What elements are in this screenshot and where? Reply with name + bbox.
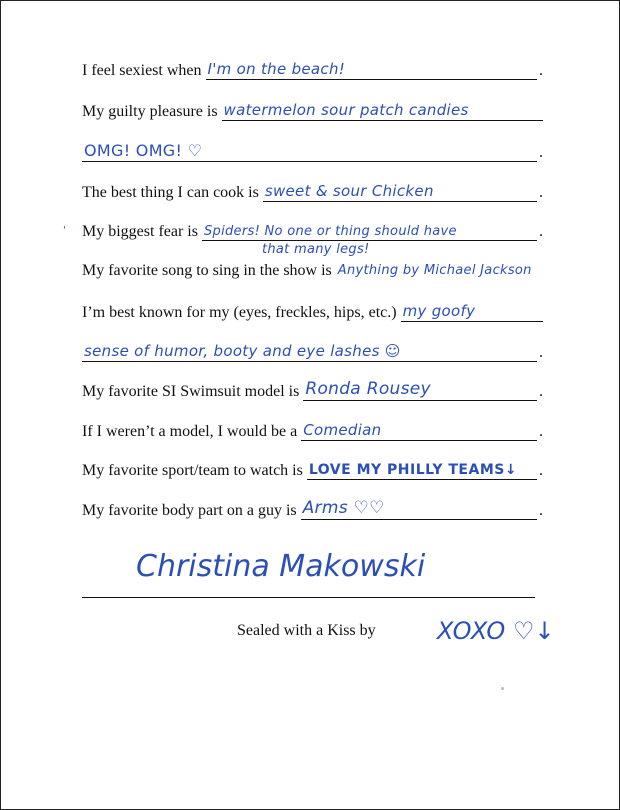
signature-line: [82, 597, 535, 598]
handwritten-answer: Spiders! No one or thing should have: [203, 224, 457, 239]
answer-line: [263, 183, 537, 202]
period: .: [539, 344, 543, 361]
question-favorite-song: [82, 261, 591, 280]
question-best-cook: [82, 183, 543, 202]
question-guilty-pleasure-continued: [82, 143, 543, 162]
handwritten-answer: watermelon sour patch candies: [223, 101, 469, 119]
question-guilty-pleasure: [82, 102, 543, 121]
question-label: My favorite SI Swimsuit model is: [82, 383, 300, 400]
question-label: My favorite body part on a guy is: [82, 502, 297, 519]
question-favorite-team: [82, 461, 543, 480]
period: .: [539, 423, 543, 440]
period: .: [539, 223, 543, 240]
period: .: [539, 383, 543, 400]
answer-line: [202, 222, 537, 257]
question-label: My guilty pleasure is: [82, 103, 218, 120]
handwritten-answer: sweet & sour Chicken: [264, 182, 434, 200]
question-best-known-for-continued: [82, 343, 543, 362]
signature: Christina Makowski: [136, 549, 426, 584]
handwritten-answer: Ronda Rousey: [305, 379, 431, 399]
question-label: The best thing I can cook is: [82, 184, 259, 201]
answer-line: [82, 343, 537, 362]
period: .: [539, 144, 543, 161]
period: .: [539, 184, 543, 201]
answer-line: [206, 61, 537, 80]
answer-line: [222, 102, 543, 121]
answer-line: [401, 303, 543, 322]
handwritten-answer: LOVE MY PHILLY TEAMS↓: [308, 462, 518, 478]
question-label: My favorite song to sing in the show is: [82, 262, 332, 279]
question-label: I feel sexiest when: [82, 62, 202, 79]
period: .: [539, 62, 543, 79]
margin-mark: ': [63, 225, 66, 236]
answer-line: [307, 461, 537, 480]
handwritten-answer-continued: that many legs!: [261, 242, 370, 257]
handwritten-answer: Arms ♡♡: [302, 498, 385, 518]
question-label: I’m best known for my (eyes, freckles, hips, etc.): [82, 304, 397, 321]
paper-smudge: [501, 687, 504, 690]
period: .: [539, 502, 543, 519]
handwritten-answer: sense of humor, booty and eye lashes ☺: [84, 342, 401, 360]
question-label: My biggest fear is: [82, 223, 198, 240]
question-favorite-body-part: [82, 498, 543, 520]
answer-line: [82, 143, 537, 162]
handwritten-sign-off: XOXO ♡↓: [437, 617, 555, 645]
answer-line: [336, 261, 591, 280]
period: .: [539, 462, 543, 479]
question-alternate-career: [82, 422, 543, 441]
answer-line: [303, 379, 537, 401]
handwritten-answer: my goofy: [402, 302, 476, 320]
question-label: If I weren’t a model, I would be a: [82, 423, 298, 440]
question-label: My favorite sport/team to watch is: [82, 462, 303, 479]
question-biggest-fear: [82, 222, 543, 257]
handwritten-answer: Comedian: [303, 421, 382, 439]
question-sexiest: [82, 61, 543, 80]
question-si-model: [82, 379, 543, 401]
sealed-with-a-kiss-label: Sealed with a Kiss by: [237, 622, 376, 639]
handwritten-answer: I'm on the beach!: [207, 60, 346, 78]
question-best-known-for: [82, 303, 543, 322]
handwritten-answer: Anything by Michael Jackson: [337, 263, 532, 278]
answer-line: [301, 498, 537, 520]
answer-line: [301, 422, 537, 441]
handwritten-answer: OMG! OMG! ♡: [84, 141, 203, 160]
